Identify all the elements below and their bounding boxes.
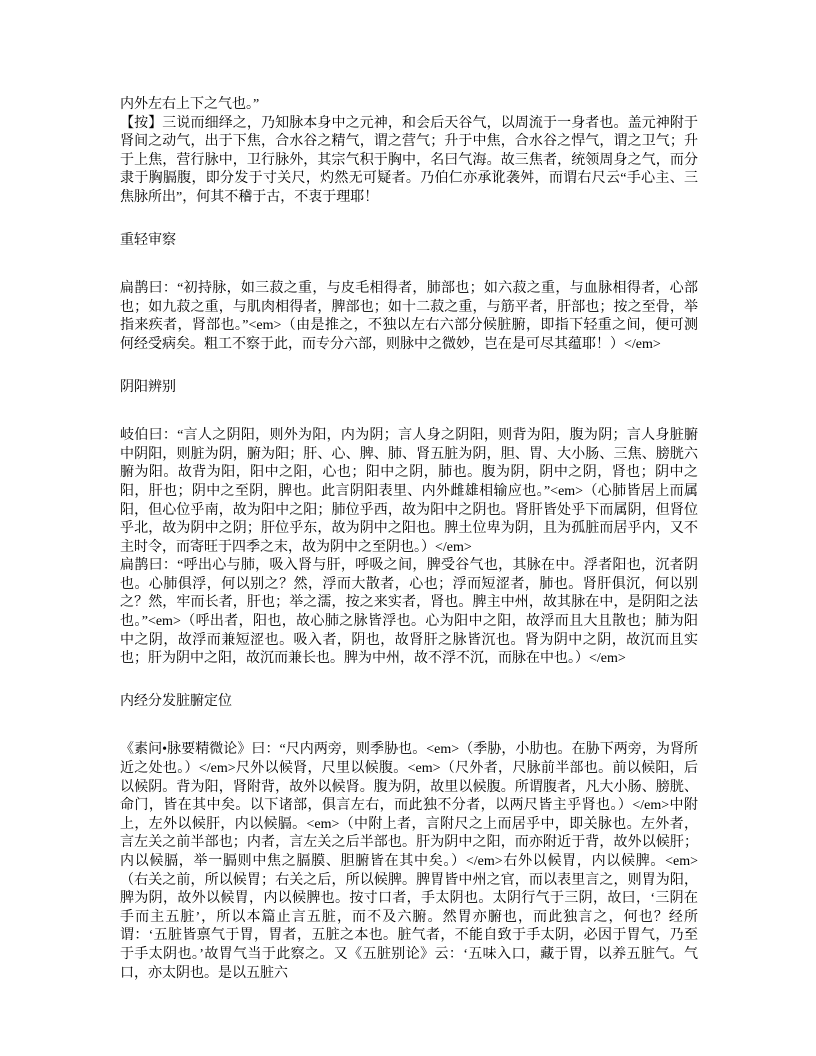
body-paragraph: 扁鹊曰：“初持脉，如三菽之重，与皮毛相得者，肺部也；如六菽之重，与血脉相得者，心部也；如九菽之重，与肌肉相得者，脾部也；如十二菽之重，与筋平者，肝部也；按之至骨，举指来疾者，肾部也。”<em>（由是推之，不独以左右六部分候脏腑，即指下轻重之间，便可测何经受病矣。粗工不察于此，而专分六部，则脉中之微妙，岂在是可尽其蕴耶！）</em> <box>120 281 698 352</box>
body-paragraph: 【按】三说而细绎之，乃知脉本身中之元神，和会后天谷气，以周流于一身者也。盖元神附于肾间之动气，出于下焦，合水谷之精气，谓之营气；升于中焦，合水谷之悍气，谓之卫气；升于上焦，营行脉中，卫行脉外，其宗气积于胸中，名曰气海。故三焦者，统领周身之气，而分隶于胸膈腹，即分发于寸关尺，灼然无可疑者。乃伯仁亦承讹袭舛，而谓右尺云“手心主、三焦脉所出”，何其不稽于古，不衷于理耶！ <box>120 115 698 205</box>
section-heading: 重轻审察 <box>120 232 176 248</box>
body-paragraph: 《素问•脉要精微论》曰：“尺内两旁，则季胁也。<em>（季胁，小肋也。在胁下两旁，为肾所近之处也。）</em>尺外以候肾，尺里以候腹。<em>（尺外者，尺脉前半部也。前以候阳，后以候阴。背为阳，肾附背，故外以候肾。腹为阴，故里以候腹。所谓腹者，凡大小肠、膀胱、命门，皆在其中矣。以下诸部，俱言左右，而此独不分者，以两尺皆主乎肾也。）</em>中附上，左外以候肝，内以候膈。<em>（中附上者，言附尺之上而居乎中，即关脉也。左外者，言左关之前半部也；内者，言左关之后半部也。肝为阴中之阳，而亦附近于背，故外以候肝；内以候膈，举一膈则中焦之膈膜、胆腑皆在其中矣。）</em>右外以候胃，内以候脾。<em>（右关之前，所以候胃；右关之后，所以候脾。脾胃皆中州之官，而以表里言之，则胃为阳，脾为阴，故外以候胃，内以候脾也。按寸口者，手太阴也。太阴行气于三阴，故曰，‘三阴在手而主五脏’，所以本篇止言五脏，而不及六腑。然胃亦腑也，而此独言之，何也？经所谓：‘五脏皆禀气于胃，胃者，五脏之本也。脏气者，不能自致于手太阴，必因于胃气，乃至于手太阴也。’故胃气当于此察之。又《五脏别论》云：‘五味入口，藏于胃，以养五脏气。气口，亦太阴也。是以五脏六 <box>120 742 698 981</box>
section-heading: 阴阳辨别 <box>120 379 176 395</box>
section-heading: 内经分发脏腑定位 <box>120 693 232 709</box>
body-paragraph: 扁鹊曰：“呼出心与肺，吸入肾与肝，呼吸之间，脾受谷气也，其脉在中。浮者阳也，沉者阴也。心肺俱浮，何以别之？然，浮而大散者，心也；浮而短涩者，肺也。肾肝俱沉，何以别之？然，牢而长者，肝也；举之濡，按之来实者，肾也。脾主中州，故其脉在中，是阴阳之法也。”<em>（呼出者，阳也，故心肺之脉皆浮也。心为阳中之阳，故浮而且大且散也；肺为阳中之阴，故浮而兼短涩也。吸入者，阴也，故肾肝之脉皆沉也。肾为阴中之阴，故沉而且实也；肝为阴中之阳，故沉而兼长也。脾为中州，故不浮不沉，而脉在中也。）</em> <box>120 558 698 667</box>
body-paragraph: 岐伯曰：“言人之阴阳，则外为阳，内为阴；言人身之阴阳，则背为阳，腹为阴；言人身脏腑中阴阳，则脏为阴，腑为阳；肝、心、脾、肺、肾五脏为阴，胆、胃、大小肠、三焦、膀胱六腑为阳。故背为阳，阳中之阳，心也；阳中之阴，肺也。腹为阴，阴中之阴，肾也；阴中之阳，肝也；阴中之至阴，脾也。此言阴阳表里、内外雌雄相输应也。”<em>（心肺皆居上而属阳，但心位乎南，故为阳中之阳；肺位乎西，故为阳中之阴也。肾肝皆处乎下而属阴，但肾位乎北，故为阴中之阴；肝位乎东，故为阴中之阳也。脾土位卑为阴，且为孤脏而居乎内，又不主时令，而寄旺于四季之末，故为阴中之至阴也。）</em> <box>120 428 698 555</box>
body-paragraph: 内外左右上下之气也。” <box>120 97 260 112</box>
document-content <box>120 96 698 983</box>
